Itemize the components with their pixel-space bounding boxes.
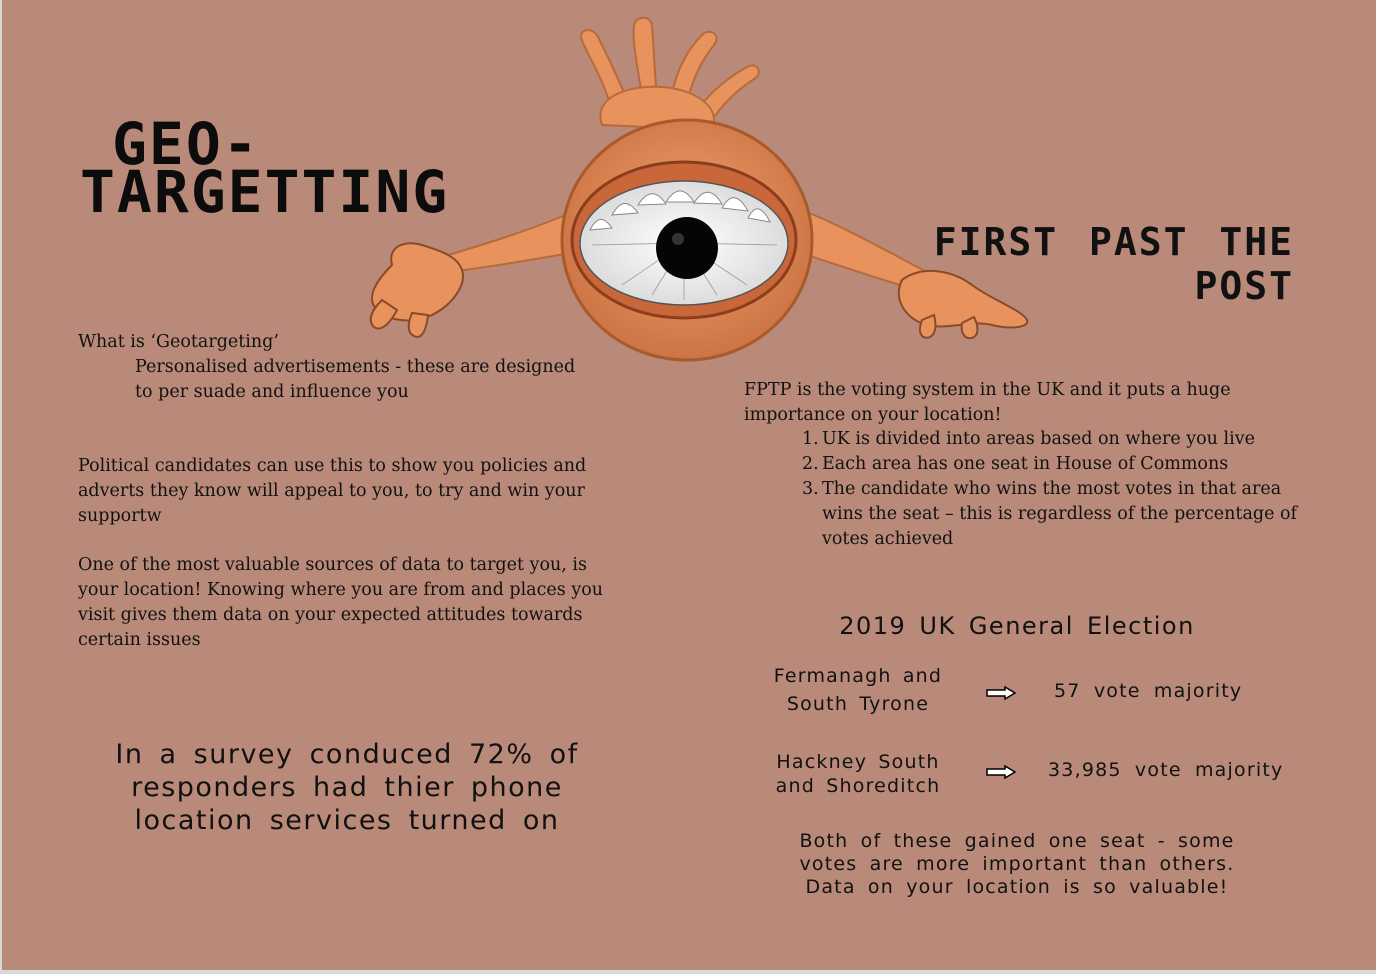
fptp-intro: FPTP is the voting system in the UK and it puts a huge importance on your location!: [744, 380, 1231, 425]
fptp-title: [902, 220, 1294, 308]
geo-paragraph-location: One of the most valuable sources of data to target you, is your location! Knowing where you are from and places you visit gives them data on your expected attitudes towards certain issues: [78, 555, 604, 650]
geo-definition-block: [78, 330, 618, 405]
geo-title-line1: GEO-: [112, 110, 260, 178]
majority-hackney: 33,985 vote majority: [1048, 759, 1284, 781]
majority-fermanagh: 57 vote majority: [1054, 680, 1243, 702]
survey-statement: In a survey conduced 72% of responders had thier phone location services turned on: [115, 739, 579, 836]
geo-question: What is ‘Geotargeting’: [78, 332, 279, 352]
constituency-hackney: Hackney South and Shoreditch: [775, 751, 941, 797]
fptp-title-line1: FIRST PAST THE: [933, 220, 1294, 264]
list-item: 1. UK is divided into areas based on where you live: [802, 429, 1255, 449]
conclusion-text: Both of these gained one seat - some votes are more important than others. Data on your location is so valuable!: [799, 830, 1235, 898]
constituency-fermanagh: Fermanagh and South Tyrone: [773, 665, 943, 715]
geo-title: [80, 110, 520, 226]
geo-definition: Personalised advertisements - these are designed to per suade and influence you: [135, 357, 576, 402]
list-item: 2. Each area has one seat in House of Commons: [802, 454, 1229, 474]
election-title: 2019 UK General Election: [839, 612, 1195, 640]
fptp-title-line2: POST: [1194, 264, 1294, 308]
list-item: 3. The candidate who wins the most votes in that area wins the seat – this is regardless of the percentage of votes achieved: [802, 479, 1298, 549]
geo-title-line2: TARGETTING: [80, 158, 450, 226]
geo-paragraph-candidates: Political candidates can use this to show you policies and adverts they know will appeal to you, to try and win your supportw: [78, 456, 587, 526]
arrow-right-icon: [986, 686, 1016, 700]
fptp-steps-list: [802, 427, 1302, 552]
arrow-right-icon: [986, 765, 1016, 779]
